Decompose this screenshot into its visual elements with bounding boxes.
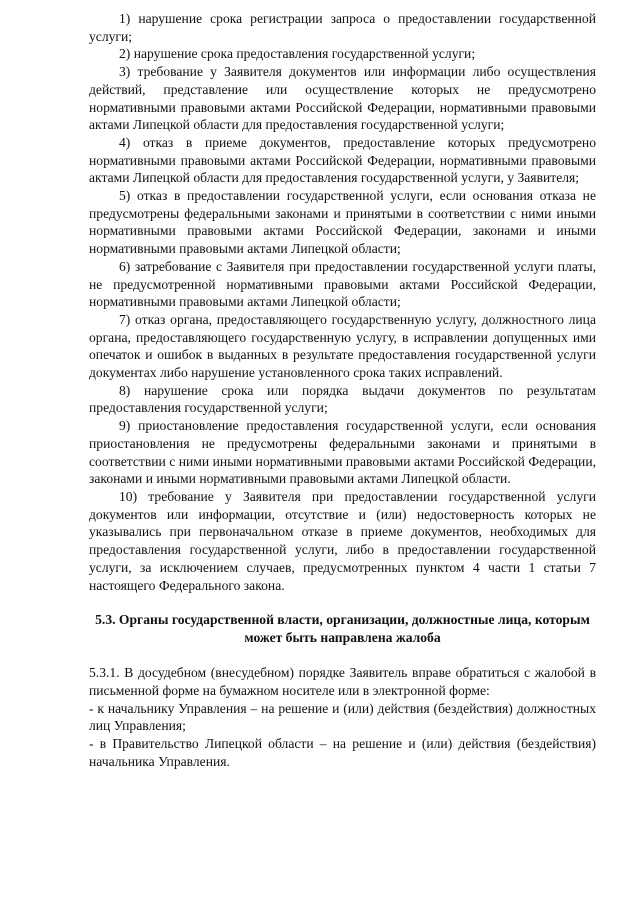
list-item-4: 4) отказ в приеме документов, предоставление которых предусмотрено нормативными правовыми актами Российской Федерации, нормативными правовыми актами Липецкой области для предоставления государственной услуги, у Заявителя;	[89, 134, 596, 186]
list-item-6: 6) затребование с Заявителя при предоставлении государственной услуги платы, не предусмотренной нормативными правовыми актами Российской Федерации, нормативными правовыми актами Липецкой области;	[89, 258, 596, 310]
document-page	[89, 10, 596, 770]
list-item-8: 8) нарушение срока или порядка выдачи документов по результатам предоставления государственной услуги;	[89, 382, 596, 416]
section-intro: 5.3.1. В досудебном (внесудебном) порядке Заявитель вправе обратиться с жалобой в письменной форме на бумажном носителе или в электронной форме:	[89, 665, 596, 698]
bullet-item-1: - к начальнику Управления – на решение и (или) действия (бездействия) должностных лиц Управления;	[89, 700, 596, 734]
list-item-7: 7) отказ органа, предоставляющего государственную услугу, должностного лица органа, предоставляющего государственную услугу, в исправлении допущенных ими опечаток и ошибок в выданных в результате предоставления государственной услуги документах либо нарушение установленного срока таких исправлений.	[89, 311, 596, 381]
bullet-item-2: - в Правительство Липецкой области – на решение и (или) действия (бездействия) начальника Управления.	[89, 736, 596, 769]
list-item-5: 5) отказ в предоставлении государственной услуги, если основания отказа не предусмотрены федеральными законами и принятыми в соответствии с ними иными нормативными правовыми актами Российской Федерации, законами и иными нормативными правовыми актами Липецкой области;	[89, 188, 596, 257]
list-item-1: 1) нарушение срока регистрации запроса о предоставлении государственной услуги;	[89, 11, 596, 44]
list-item-2: 2) нарушение срока предоставления государственной услуги;	[119, 46, 476, 62]
list-item-9: 9) приостановление предоставления государственной услуги, если основания приостановления не предусмотрены федеральными законами и принятыми в соответствии с ними иными нормативными правовыми актами Российской Федерации, законами и иными нормативными правовыми актами Липецкой области.	[89, 418, 596, 487]
list-item-10: 10) требование у Заявителя при предоставлении государственной услуги документов или информации, отсутствие и (или) недостоверность которых не указывались при первоначальном отказе в приеме документов, необходимых для предоставления государственной услуги, либо в предоставлении государственной услуги, за исключением случаев, предусмотренных пунктом 4 части 1 статьи 7 настоящего Федерального закона.	[89, 488, 596, 593]
list-item-3: 3) требование у Заявителя документов или информации либо осуществления действий, представление или осуществление которых не предусмотрено нормативными правовыми актами Российской Федерации, нормативными правовыми актами Липецкой области для предоставления государственной услуги;	[89, 64, 596, 133]
section-heading: 5.3. Органы государственной власти, организации, должностные лица, которым может быть направлена жалоба	[95, 612, 590, 646]
